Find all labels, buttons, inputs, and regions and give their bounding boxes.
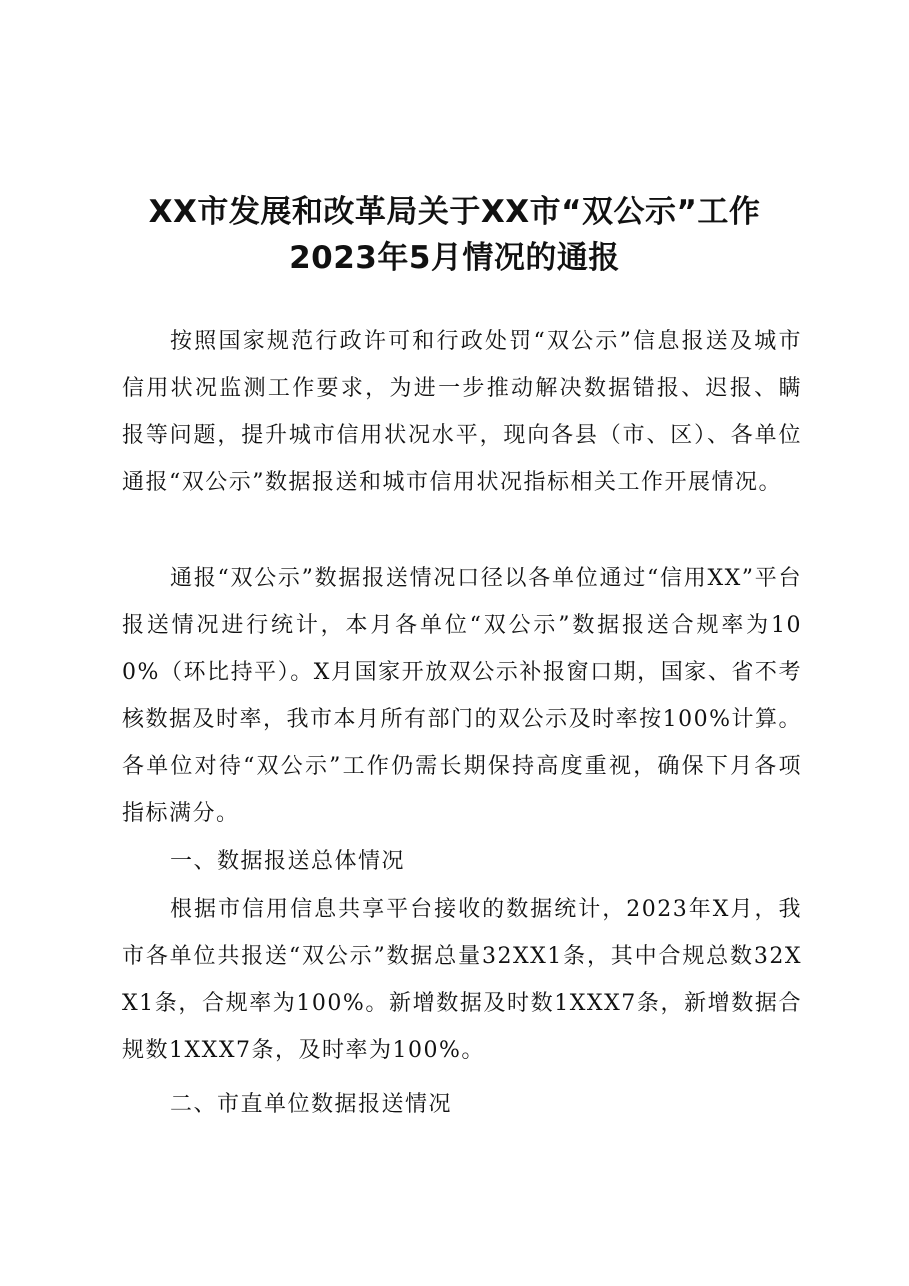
section-2-heading: 二、市直单位数据报送情况 bbox=[170, 1092, 453, 1117]
document-title-line-1: XX市发展和改革局关于XX市“双公示”工作 bbox=[148, 194, 761, 230]
document-title-line-2: 2023年5月情况的通报 bbox=[289, 240, 620, 276]
summary-paragraph: 通报“双公示”数据报送情况口径以各单位通过“信用XX”平台报送情况进行统计，本月各单位“双公示”数据报送合规率为100%（环比持平）。X月国家开放双公示补报窗口期，国家、省不考核数据及时率，我市本月所有部门的双公示及时率按100%计算。各单位对待“双公示”工作仍需长期保持高度重视，确保下月各项指标满分。 bbox=[122, 566, 802, 826]
section-1-heading: 一、数据报送总体情况 bbox=[170, 849, 406, 874]
intro-paragraph: 按照国家规范行政许可和行政处罚“双公示”信息报送及城市信用状况监测工作要求，为进一步推动解决数据错报、迟报、瞒报等问题，提升城市信用状况水平，现向各县（市、区）、各单位通报“双公示”数据报送和城市信用状况指标相关工作开展情况。 bbox=[122, 329, 802, 495]
section-1-paragraph: 根据市信用信息共享平台接收的数据统计，2023年X月，我市各单位共报送“双公示”数据总量32XX1条，其中合规总数32XX1条，合规率为100%。新增数据及时数1XXX7条，新增数据合规数1XXX7条，及时率为100%。 bbox=[122, 897, 802, 1063]
